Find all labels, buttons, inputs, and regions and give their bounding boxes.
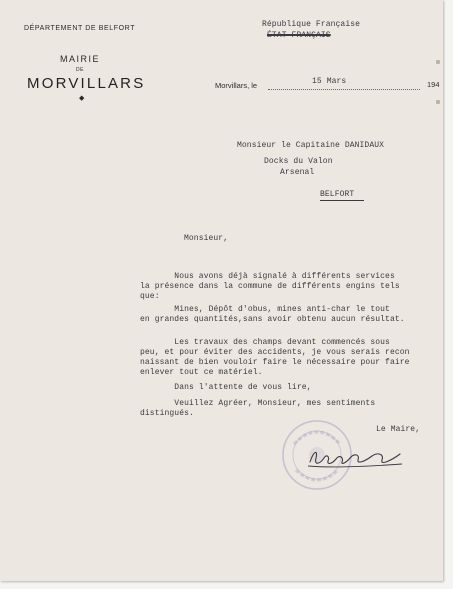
body-line: la présence dans la commune de différents engins tels — [140, 282, 400, 291]
recipient-name: Monsieur le Capitaine DANIDAUX — [237, 141, 385, 150]
body-line: Mines, Dépôt d'obus, mines anti-char le tout — [140, 305, 390, 314]
place-label: Morvillars, le — [215, 81, 258, 90]
date-dotted-line — [268, 89, 420, 90]
date-value: 15 Mars — [312, 77, 347, 86]
diamond-ornament-icon: ◆ — [79, 94, 85, 102]
body-line: que: — [140, 292, 160, 301]
body-line: distingués. — [140, 409, 194, 418]
etat-francais-heading: ÉTAT FRANÇAIS — [267, 31, 331, 40]
body-line: en grandes quantités,sans avoir obtenu aucun résultat. — [140, 315, 405, 324]
body-line: peu, et pour éviter des accidents, je vous serais recon — [140, 348, 410, 357]
department-heading: DÉPARTEMENT DE BELFORT — [24, 25, 136, 32]
commune-heading: MORVILLARS — [27, 75, 146, 92]
mayor-signature — [300, 444, 410, 474]
recipient-line-3: Arsenal — [280, 168, 315, 177]
edge-mark — [436, 100, 440, 104]
recipient-city: BELFORT — [320, 190, 355, 199]
salutation: Monsieur, — [184, 234, 229, 243]
recipient-line-2: Docks du Valon — [264, 157, 333, 166]
republique-heading: République Française — [262, 20, 361, 29]
body-line: Les travaux des champs devant commencés sous — [140, 338, 390, 347]
body-line: enlever tout ce matériel. — [140, 368, 263, 377]
body-line: Veuillez Agréer, Monsieur, mes sentiments — [140, 399, 376, 408]
edge-mark — [436, 60, 440, 64]
body-line: naissant de bien vouloir faire le nécessaire pour faire — [140, 358, 410, 367]
de-heading: DE — [76, 67, 84, 73]
body-line: Dans l'attente de vous lire, — [140, 383, 312, 392]
mairie-heading: MAIRIE — [60, 54, 101, 64]
closing-signature-label: Le Maire, — [376, 425, 421, 434]
recipient-city-underline — [320, 200, 364, 201]
year-label: 194 — [427, 80, 440, 89]
body-line: Nous avons déjà signalé à différents services — [140, 272, 395, 281]
